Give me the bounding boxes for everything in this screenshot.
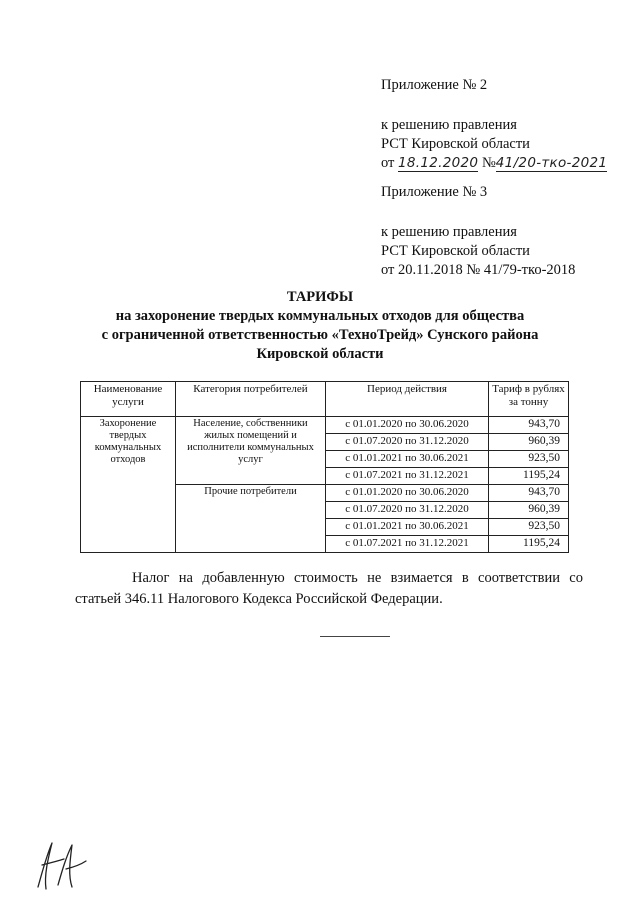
price-cell: 1195,24	[489, 468, 569, 485]
period-cell: с 01.07.2020 по 31.12.2020	[326, 502, 489, 519]
price-cell: 943,70	[489, 417, 569, 434]
period-cell: с 01.07.2020 по 31.12.2020	[326, 434, 489, 451]
appendix-3-authority: РСТ Кировской области	[381, 243, 530, 259]
tariff-table	[80, 381, 569, 553]
period-cell: с 01.01.2020 по 30.06.2020	[326, 417, 489, 434]
heading-line-3: Кировской области	[256, 346, 384, 362]
price-cell: 923,50	[489, 519, 569, 536]
heading-title: ТАРИФЫ	[286, 289, 354, 305]
price-cell: 923,50	[489, 451, 569, 468]
header-service: Наименование услуги	[81, 382, 176, 417]
appendix-3-title: Приложение № 3	[381, 184, 488, 200]
signature-mark	[32, 835, 92, 895]
header-category: Категория потребителей	[176, 382, 326, 417]
price-cell: 960,39	[489, 502, 569, 519]
period-cell: с 01.01.2021 по 30.06.2021	[326, 451, 489, 468]
appendix-2-date-line	[381, 154, 607, 173]
heading-line-2: с ограниченной ответственностью «ТехноТрейд» Сунского района	[101, 327, 539, 343]
header-price: Тариф в рублях за тонну	[489, 382, 569, 417]
appendix-2-handwritten-date: 18.12.2020	[398, 155, 479, 171]
appendix-3-block	[381, 183, 575, 280]
heading-block	[0, 288, 640, 364]
period-cell: с 01.07.2021 по 31.12.2021	[326, 468, 489, 485]
appendix-2-title: Приложение № 2	[381, 77, 488, 93]
header-period: Период действия	[326, 382, 489, 417]
appendix-2-authority: РСТ Кировской области	[381, 136, 530, 152]
period-cell: с 01.01.2020 по 30.06.2020	[326, 485, 489, 502]
category-cell-population: Население, собственники жилых помещений и исполнители коммунальных услуг	[176, 417, 326, 485]
appendix-2-number-prefix: №	[478, 155, 496, 171]
price-cell: 1195,24	[489, 536, 569, 553]
category-cell-other: Прочие потребители	[176, 485, 326, 553]
period-cell: с 01.07.2021 по 31.12.2021	[326, 536, 489, 553]
appendix-2-date-prefix: от	[381, 155, 399, 171]
heading-line-1: на захоронение твердых коммунальных отходов для общества	[115, 308, 525, 324]
closing-divider	[320, 636, 390, 637]
price-cell: 960,39	[489, 434, 569, 451]
service-cell: Захоронение твердых коммунальных отходов	[81, 417, 176, 553]
vat-note: Налог на добавленную стоимость не взимается в соответствии со статьей 346.11 Налогового Кодекса Российской Федерации.	[75, 570, 583, 607]
appendix-2-block	[381, 76, 607, 173]
table-header-row	[81, 382, 569, 417]
table-row	[81, 417, 569, 434]
appendix-2-handwritten-number: 41/20-тко-2021	[495, 155, 608, 171]
appendix-3-date-line: от 20.11.2018 № 41/79-тко-2018	[381, 262, 576, 278]
price-cell: 943,70	[489, 485, 569, 502]
period-cell: с 01.01.2021 по 30.06.2021	[326, 519, 489, 536]
appendix-2-decision: к решению правления	[381, 117, 517, 133]
appendix-3-decision: к решению правления	[381, 224, 517, 240]
